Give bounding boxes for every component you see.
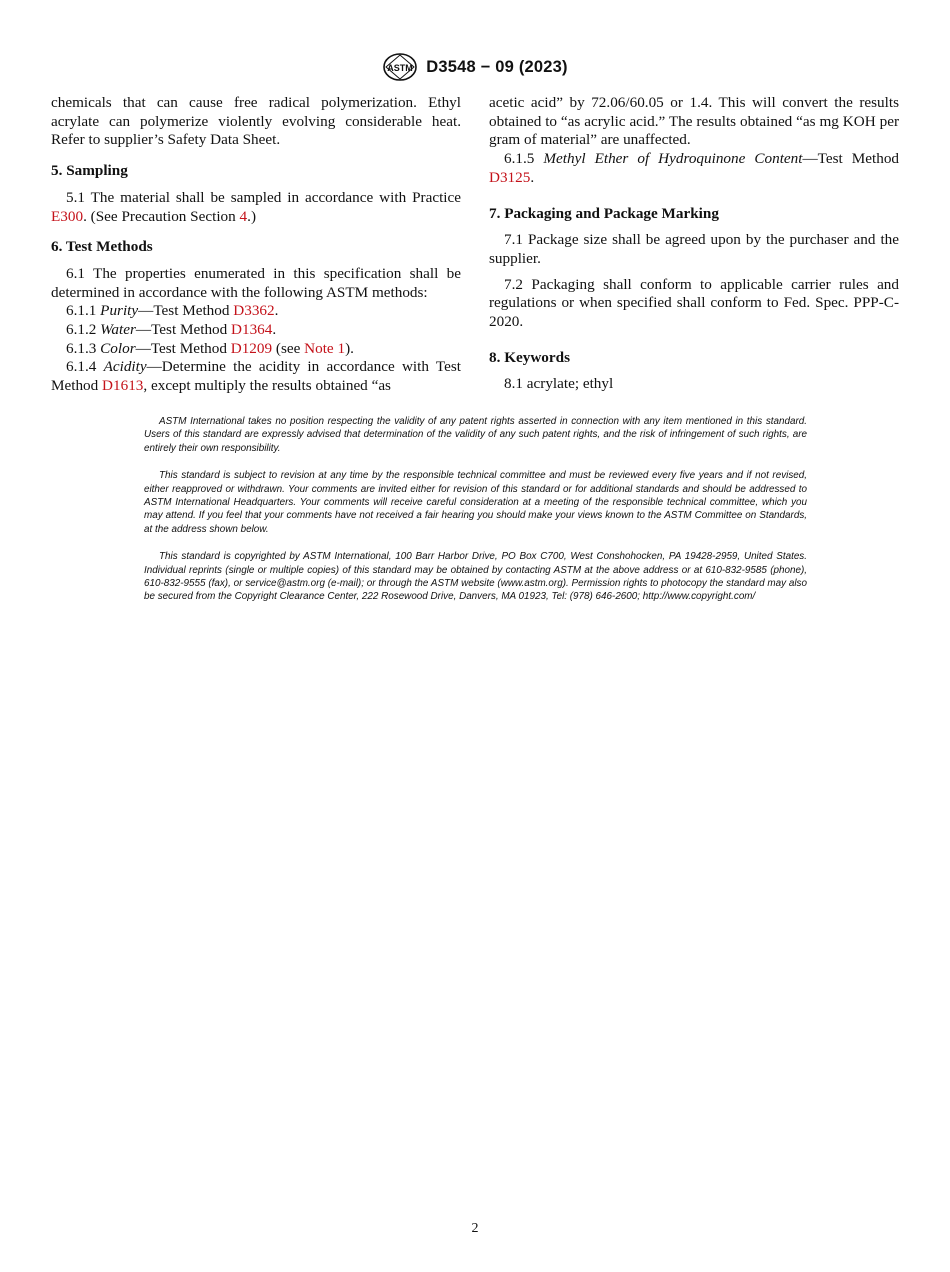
link-d1209[interactable]: D1209 [230,339,273,357]
text-span: .) [247,207,256,225]
page-header [0,52,950,82]
text-span: . (See Precaution Section [83,207,240,225]
text-span: —Test Method [135,321,232,339]
text-span: . [530,168,535,186]
paragraph-8-1: 8.1 acrylate; ethyl [504,375,614,393]
copyright-notice: This standard is copyrighted by ASTM International, 100 Barr Harbor Drive, PO Box C700, West Conshohocken, PA 19428-2959, United States. Individual reprints (single or multiple copies) of this standard may be obtained by contacting ASTM at the above address or at 610-832-9585 (phone), 610-832-9555 (fax), or service@astm.org (e-mail); or through the ASTM website (www.astm.org). Permission rights to photocopy the standard may also be secured from the Copyright Clearance Center, 222 Rosewood Drive, Danvers, MA 01923, Tel: (978) 646-2600; http://www.copyright.com/ [144,551,807,603]
paragraph-6-1: 6.1 The properties enumerated in this specification shall be determined in accordance with the following ASTM methods: [51,264,461,301]
term: Acidity [103,358,147,376]
section-heading-test-methods: 6. Test Methods [51,238,153,256]
text-span: 6.1.4 [66,358,104,376]
text-span: , except multiply the results obtained “as [143,377,391,395]
text-span: . [272,321,277,339]
text-span: —Test Method [138,302,234,320]
paragraph-6-1-4 [51,358,461,395]
text-span: . [274,302,279,320]
term: Methyl Ether of Hydroquinone Content [543,150,803,168]
link-d3362[interactable]: D3362 [233,302,275,320]
link-e300[interactable]: E300 [51,207,84,225]
paragraph-7-1: 7.1 Package size shall be agreed upon by the purchaser and the supplier. [489,231,899,267]
paragraph-6-1-1 [51,302,461,321]
paragraph-5-1 [51,189,461,226]
text-span: ). [345,339,354,357]
text-span: —Determine the acidity in accordance with Test Method [51,358,461,395]
svg-text:ASTM: ASTM [387,63,414,73]
link-d1364[interactable]: D1364 [231,321,273,339]
term: Purity [100,302,139,320]
astm-logo-icon [382,52,418,82]
page-number: 2 [471,1221,479,1236]
section-heading-keywords: 8. Keywords [489,348,570,366]
standard-designation: D3548 − 09 (2023) [426,57,568,76]
text-span: 6.1.5 [504,150,544,168]
term: Color [100,339,136,357]
text-span: 6.1.3 [66,339,101,357]
text-span: 6.1.1 [66,302,101,320]
text-span: 6.1.2 [66,321,101,339]
text-span: 5.1 The material shall be sampled in accordance with Practice [66,188,461,206]
paragraph-6-1-2 [51,321,461,340]
paragraph-6-1-3 [51,340,461,359]
text-span: —Test Method [135,339,231,357]
paragraph-6-1-5 [489,150,899,187]
left-column [51,94,461,396]
right-column [489,94,899,394]
section-heading-sampling: 5. Sampling [51,162,128,180]
patent-notice: ASTM International takes no position respecting the validity of any patent rights asserted in connection with any item mentioned in this standard. Users of this standard are expressly advised that determination of the validity of any such patent rights, and the risk of infringement of such rights, are entirely their own responsibility. [144,416,807,454]
revision-notice: This standard is subject to revision at any time by the responsible technical committee and must be reviewed every five years and if not revised, either reapproved or withdrawn. Your comments are invited either for revision of this standard or for additional standards and should be addressed to ASTM International Headquarters. Your comments will receive careful consideration at a meeting of the responsible technical committee, which you may attend. If you feel that your comments have not received a fair hearing you should make your views known to the ASTM Committee on Standards, at the address shown below. [144,470,807,535]
term: Water [100,321,136,339]
link-d3125[interactable]: D3125 [489,168,531,186]
link-note-1[interactable]: Note 1 [304,339,346,357]
continuation-text: acetic acid” by 72.06/60.05 or 1.4. This will convert the results obtained to “as acrylic acid.” The results obtained “as mg KOH per gram of material” are unaffected. [489,94,899,149]
text-span: —Test Method [802,150,900,168]
continuation-text: chemicals that can cause free radical polymerization. Ethyl acrylate can polymerize violently evolving considerable heat. Refer to supplier’s Safety Data Sheet. [51,94,461,149]
text-span: (see [272,339,305,357]
link-d1613[interactable]: D1613 [102,377,144,395]
link-section-4[interactable]: 4 [239,207,248,225]
legal-notices [144,415,807,618]
paragraph-7-2: 7.2 Packaging shall conform to applicable carrier rules and regulations or when specified shall conform to Fed. Spec. PPP-C-2020. [489,275,899,331]
section-heading-packaging: 7. Packaging and Package Marking [489,204,719,222]
